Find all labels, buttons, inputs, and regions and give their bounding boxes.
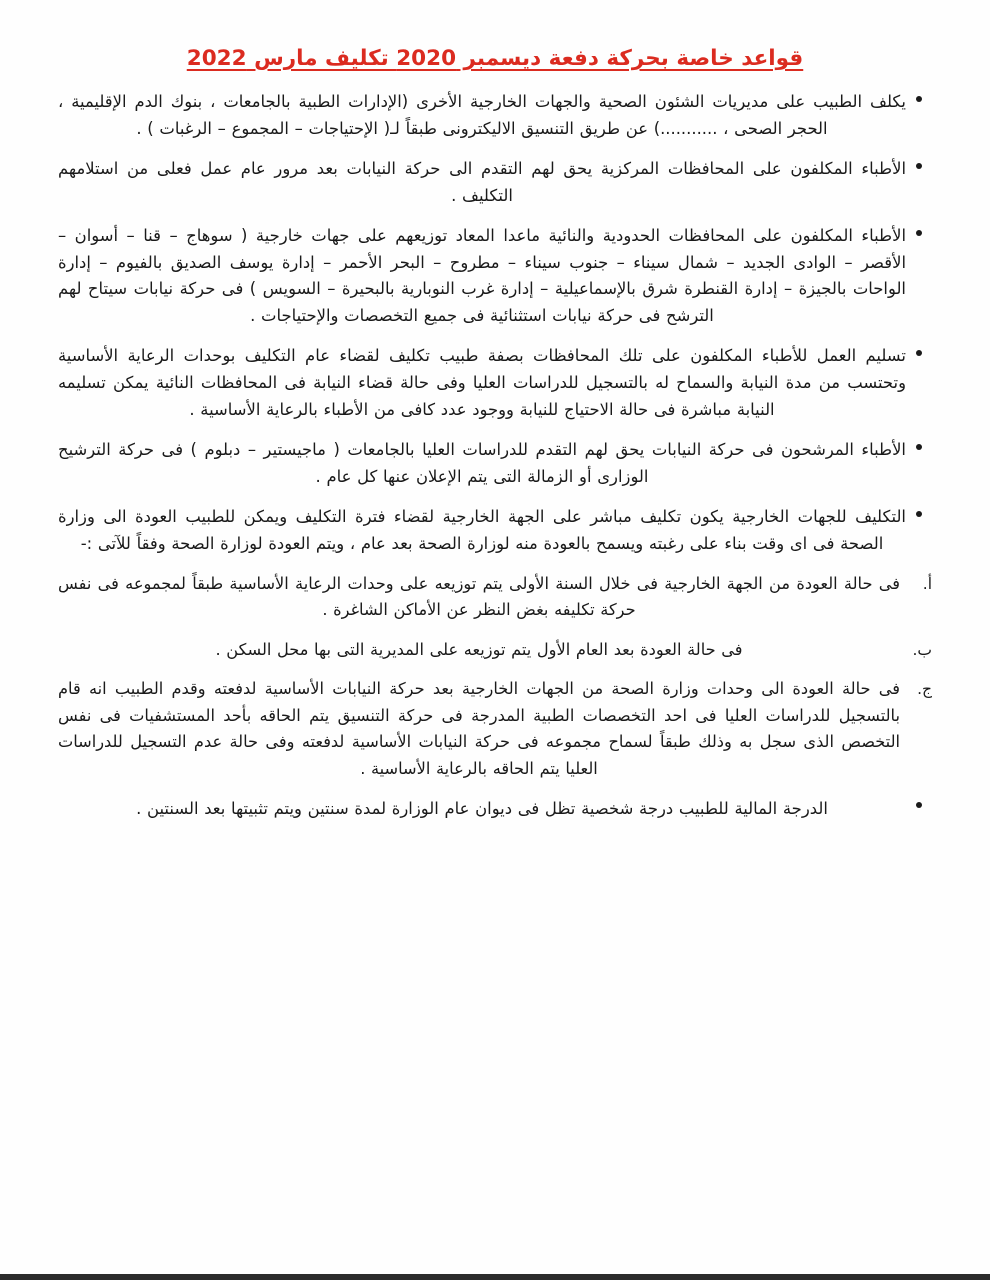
page-title: قواعد خاصة بحركة دفعة ديسمبر 2020 تكليف مارس 2022 (186, 46, 804, 71)
list-marker-bullet (906, 156, 932, 183)
list-marker-bullet (906, 796, 932, 823)
list-item-text: فى حالة العودة بعد العام الأول يتم توزيعه على المديرية التى بها محل السكن . (215, 639, 743, 659)
document-title-container (0, 0, 990, 79)
list-item-text: يكلف الطبيب على مديريات الشئون الصحية والجهات الخارجية الأخرى (الإدارات الطبية بالجامعات ، بنوك الدم الإقليمية ، الحجر الصحى ، ...........) عن طريق التنسيق الاليكترونى طبقاً لـ( الإحتياجات – المجموع – الرغبات ) . (58, 92, 906, 138)
list-item-text: الأطباء المكلفون على المحافظات المركزية يحق لهم التقدم الى حركة النيابات بعد مرور عام عمل فعلى من استلامهم التكليف . (58, 158, 906, 205)
bulleted-list-item (58, 437, 932, 491)
list-item-text: الأطباء المرشحون فى حركة النيابات يحق لهم التقدم للدراسات العليا بالجامعات ( ماجيستير – دبلوم ) فى حركة الترشيح الوزارى أو الزمالة التى يتم الإعلان عنها كل عام . (58, 439, 906, 486)
list-marker-bullet (906, 504, 932, 531)
lettered-list-item (58, 571, 932, 624)
lettered-list-item (58, 637, 932, 664)
list-marker-letter: ب. (912, 640, 932, 659)
list-marker-letter: ج. (917, 680, 932, 699)
page-bottom-edge-bar (0, 1274, 990, 1280)
bulleted-list-item (58, 504, 932, 558)
lettered-list-item (58, 676, 932, 782)
list-item-text: الأطباء المكلفون على المحافظات الحدودية والنائية ماعدا المعاد توزيعهم على جهات خارجية ( سوهاج – قنا – أسوان – الأقصر – الوادى الجديد – شمال سيناء – جنوب سيناء – مطروح – البحر الأحمر – إدارة يوسف الصديق بالفيوم – إدارة الواحات بالجيزة – إدارة القنطرة شرق بالإسماعيلية – إدارة غرب النوبارية بالبحيرة – السويس ) فى حركة نيابات سيتاح لهم الترشح فى حركة نيابات استثنائية فى جميع التخصصات والإحتياجات . (58, 225, 906, 326)
bulleted-list-item (58, 156, 932, 210)
list-item-text: الدرجة المالية للطبيب درجة شخصية تظل فى ديوان عام الوزارة لمدة سنتين ويتم تثبيتها بعد السنتين . (136, 798, 828, 818)
bulleted-list-item (58, 89, 932, 143)
list-marker-letter: أ. (922, 574, 932, 593)
list-marker-bullet (906, 223, 932, 250)
bulleted-list-item (58, 223, 932, 331)
list-marker-bullet (906, 89, 932, 116)
bulleted-list-item (58, 796, 932, 823)
list-item-text: فى حالة العودة الى وحدات وزارة الصحة من الجهات الخارجية بعد حركة النيابات الأساسية لدفعته وقدم الطبيب انه قام بالتسجيل للدراسات العليا فى احد التخصصات الطبية المدرجة فى حركة التنسيق يتم الحاقه بأحد المستشفيات فى نفس التخصص الذى سجل به وذلك طبقاً لسماح مجموعه فى حركة النيابات الأساسية لدفعته وفى حالة عدم التسجيل للدراسات العليا يتم الحاقه بالرعاية الأساسية . (58, 679, 900, 778)
list-marker-bullet (906, 343, 932, 370)
list-item-text: تسليم العمل للأطباء المكلفون على تلك المحافظات بصفة طبيب تكليف لقضاء عام التكليف بوحدات الرعاية الأساسية وتحتسب من مدة النيابة والسماح له بالتسجيل للدراسات العليا وفى حالة قضاء النيابة فى المحافظات النائية يمكن تسليمه النيابة مباشرة فى حالة الاحتياج للنيابة ووجود عدد كافى من الأطباء بالرعاية الأساسية . (58, 346, 906, 420)
list-item-text: التكليف للجهات الخارجية يكون تكليف مباشر على الجهة الخارجية لقضاء فترة التكليف ويمكن للطبيب العودة الى وزارة الصحة فى اى وقت بناء على رغبته ويسمح بالعودة منه لوزارة الصحة بعد عام ، ويتم العودة لوزارة الصحة وفقاً للآتى :- (58, 506, 906, 553)
bulleted-list-item (58, 343, 932, 424)
list-marker-bullet (906, 437, 932, 464)
document-body (0, 79, 990, 822)
list-item-text: فى حالة العودة من الجهة الخارجية فى خلال السنة الأولى يتم توزيعه على وحدات الرعاية الأساسية طبقاً لمجموعه فى نفس حركة تكليفه بغض النظر عن الأماكن الشاغرة . (58, 573, 900, 620)
